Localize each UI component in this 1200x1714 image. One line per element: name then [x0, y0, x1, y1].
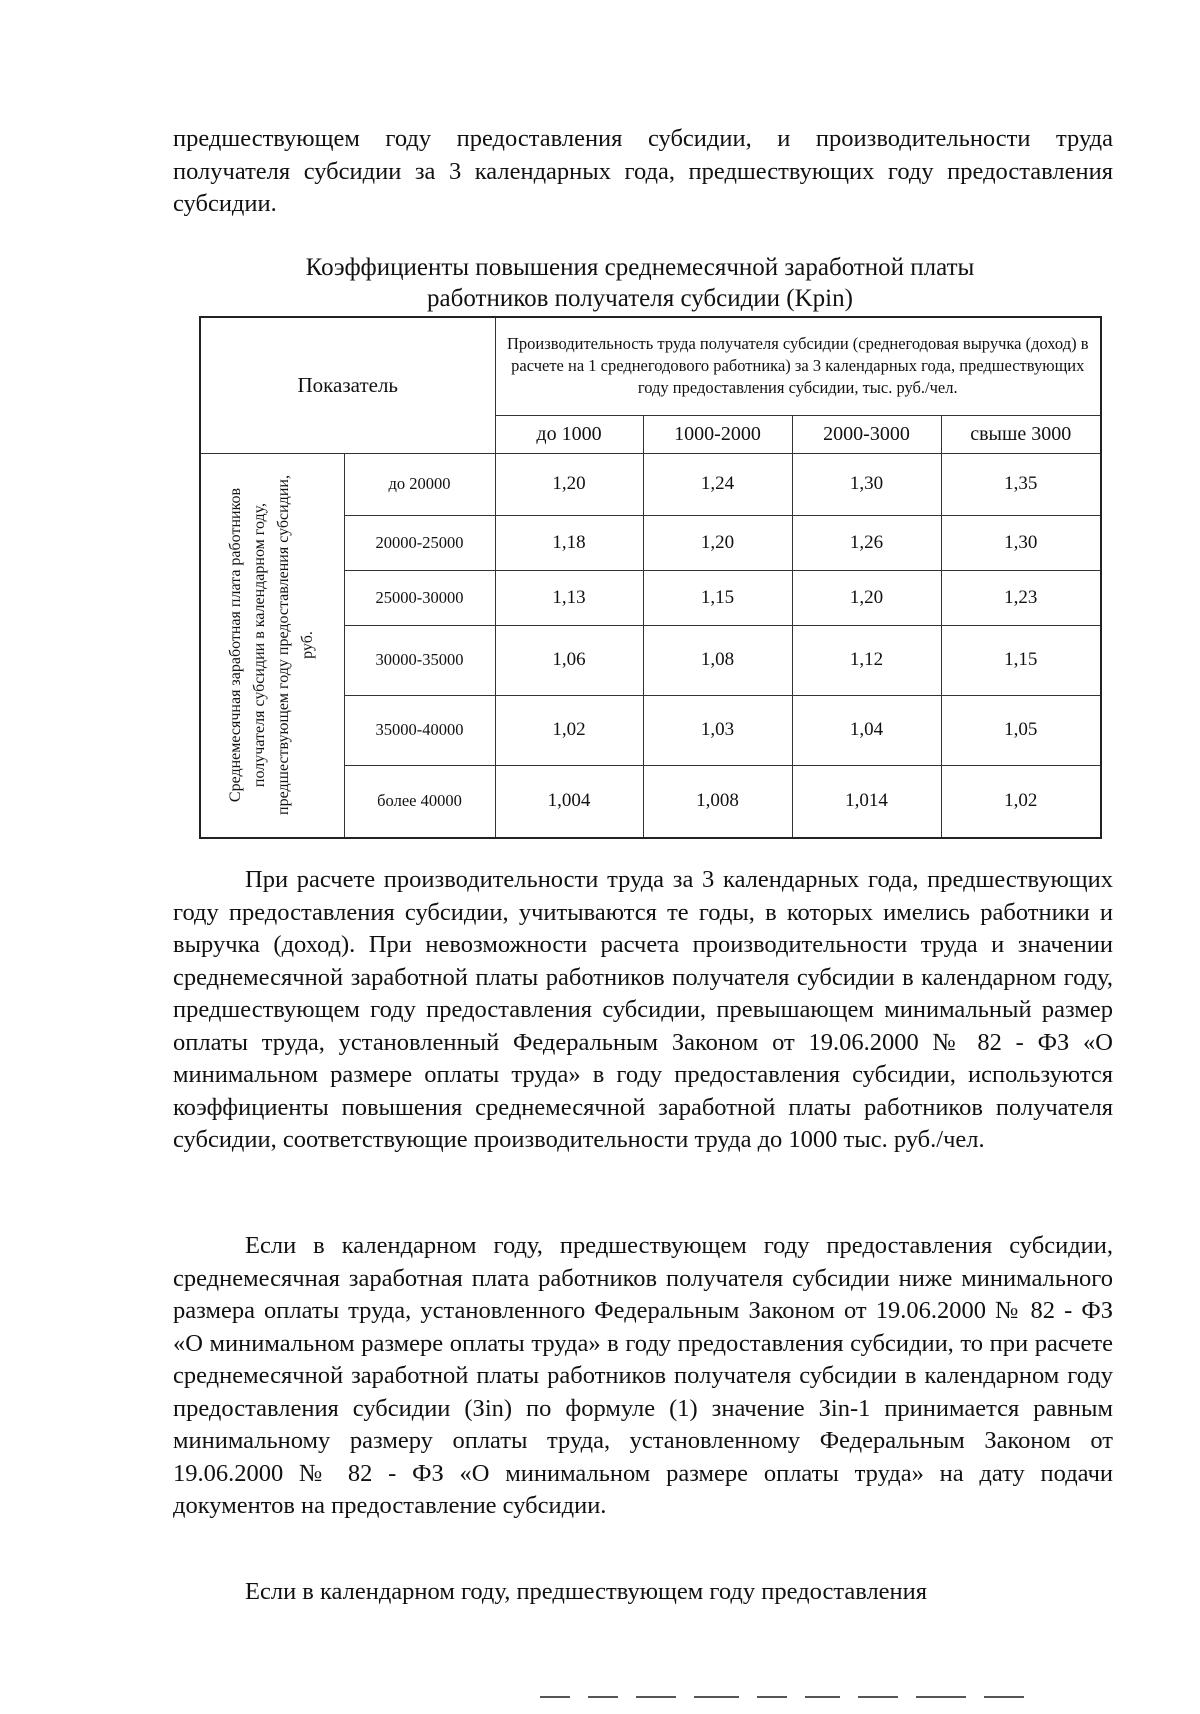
row-group-label-cell	[200, 453, 344, 838]
table-cell: 1,30	[941, 515, 1101, 570]
table-cell: 1,15	[643, 570, 792, 625]
paragraph-2: Если в календарном году, предшествующем году предоставления субсидии, среднемесячная заработная плата работников получателя субсидии ниже минимального размера оплаты труда, установленного Федеральным Законом от 19.06.2000 № 82 - ФЗ «О минимальном размере оплаты труда» в году предоставления субсидии, то при расчете среднемесячной заработной платы работников получателя субсидии в календарном году предоставления субсидии (Зin) по формуле (1) значение Зin-1 принимается равным минимальному размеру оплаты труда, установленному Федеральным Законом от 19.06.2000 № 82 - ФЗ «О минимальном размере оплаты труда» на дату подачи документов на предоставление субсидии.	[173, 1232, 1113, 1519]
row-label: 35000-40000	[344, 695, 495, 765]
table-title	[200, 252, 1080, 314]
table-cell: 1,20	[495, 453, 643, 515]
table-cell: 1,02	[495, 695, 643, 765]
top-paragraph: предшествующем году предоставления субсидии, и производительности труда получателя субсидии за 3 календарных года, предшествующих году предоставления субсидии.	[173, 125, 1113, 217]
row-label: до 20000	[344, 453, 495, 515]
table-cell: 1,12	[792, 625, 941, 695]
header-productivity: Производительность труда получателя субсидии (среднегодовая выручка (доход) в расчете на 1 среднегодового работника) за 3 календарных года, предшествующих году предоставления субсидии, тыс. руб./чел.	[495, 317, 1101, 415]
table-row	[200, 453, 1101, 515]
paragraph-1: При расчете производительности труда за 3 календарных года, предшествующих году предоставления субсидии, учитываются те годы, в которых имелись работники и выручка (доход). При невозможности расчета производительности труда и значении среднемесячной заработной платы работников получателя субсидии в календарном году, предшествующем году предоставления субсидии, превышающем минимальный размер оплаты труда, установленный Федеральным Законом от 19.06.2000 № 82 - ФЗ «О минимальном размере оплаты труда» в году предоставления субсидии, используются коэффициенты повышения среднемесячной заработной платы работников получателя субсидии, соответствующие производительности труда до 1000 тыс. руб./чел.	[173, 866, 1113, 1153]
column-header: свыше 3000	[941, 415, 1101, 453]
table-cell: 1,20	[643, 515, 792, 570]
table-cell: 1,08	[643, 625, 792, 695]
table-title-line-2: работников получателя субсидии (Kpin)	[427, 285, 853, 312]
row-group-label: Среднемесячная заработная плата работников получателя субсидии в календарном году, предшествующем году предоставления субсидии, руб.	[227, 475, 317, 816]
column-header: 2000-3000	[792, 415, 941, 453]
table-cell: 1,05	[941, 695, 1101, 765]
column-header: до 1000	[495, 415, 643, 453]
header-indicator: Показатель	[200, 317, 495, 453]
coefficients-table	[199, 316, 1102, 839]
table-cell: 1,008	[643, 765, 792, 838]
table-cell: 1,24	[643, 453, 792, 515]
row-label: 20000-25000	[344, 515, 495, 570]
table-cell: 1,30	[792, 453, 941, 515]
table-cell: 1,35	[941, 453, 1101, 515]
table-cell: 1,014	[792, 765, 941, 838]
table-header-row	[200, 317, 1101, 415]
table-cell: 1,06	[495, 625, 643, 695]
table-cell: 1,03	[643, 695, 792, 765]
page-bottom-marks	[540, 1696, 1140, 1704]
table-cell: 1,23	[941, 570, 1101, 625]
table-cell: 1,20	[792, 570, 941, 625]
table-cell: 1,13	[495, 570, 643, 625]
table-cell: 1,18	[495, 515, 643, 570]
table-cell: 1,26	[792, 515, 941, 570]
table-title-line-1: Коэффициенты повышения среднемесячной заработной платы	[305, 254, 975, 281]
table-cell: 1,04	[792, 695, 941, 765]
row-label: 25000-30000	[344, 570, 495, 625]
column-header: 1000-2000	[643, 415, 792, 453]
row-label: более 40000	[344, 765, 495, 838]
paragraph-3: Если в календарном году, предшествующем году предоставления	[245, 1578, 928, 1605]
table-cell: 1,15	[941, 625, 1101, 695]
row-label: 30000-35000	[344, 625, 495, 695]
table-cell: 1,02	[941, 765, 1101, 838]
table-cell: 1,004	[495, 765, 643, 838]
